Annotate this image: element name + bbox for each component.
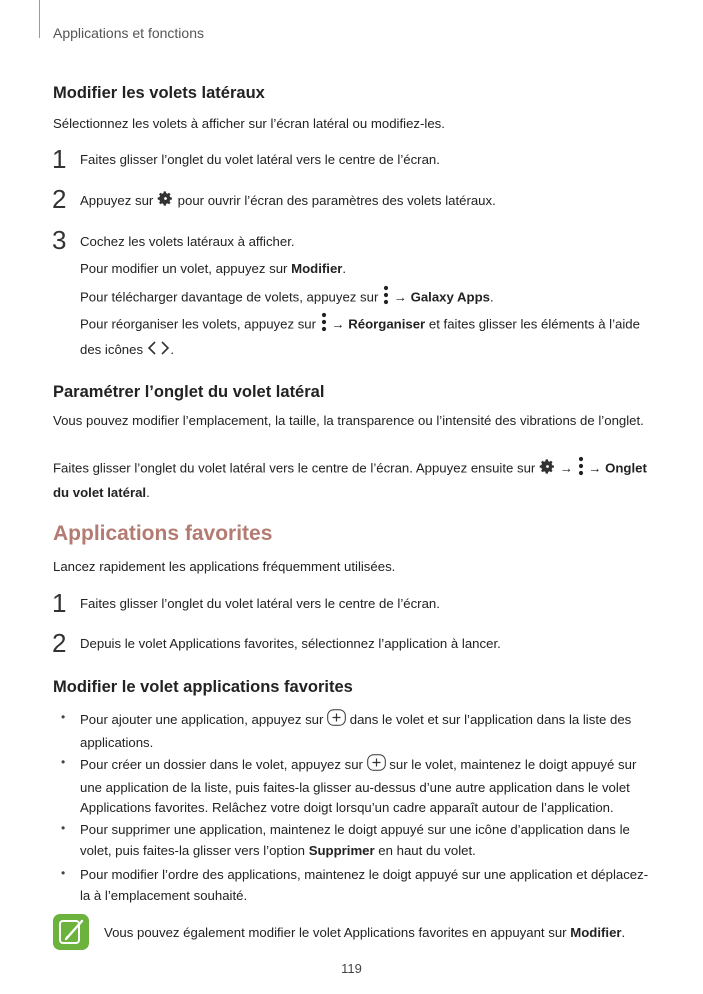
bullet-dot: • — [61, 821, 66, 835]
more-options-icon — [320, 312, 328, 338]
add-icon — [327, 709, 346, 733]
bullet-dot: • — [61, 866, 66, 880]
gear-icon — [539, 458, 556, 481]
section-title-edit-panels: Modifier les volets latéraux — [53, 84, 265, 102]
bullet-text: Pour modifier l’ordre des applications, maintenez le doigt appuyé sur une application et déplacez-la à l’emplacement souhaité. — [80, 867, 649, 903]
note-text: Vous pouvez également modifier le volet Applications favorites en appuyant sur Modifier. — [104, 925, 626, 940]
running-header: Applications et fonctions — [53, 25, 204, 41]
gear-icon — [157, 190, 174, 213]
step-text: Depuis le volet Applications favorites, sélectionnez l’application à lancer. — [80, 636, 501, 651]
bullet-dot: • — [61, 755, 66, 769]
more-options-icon — [577, 456, 585, 482]
paragraph: Faites glisser l’onglet du volet latéral vers le centre de l’écran. Appuyez ensuite sur → → Onglet du volet latéral. — [53, 456, 653, 503]
chevron-right-icon — [160, 340, 170, 362]
paragraph: Vous pouvez modifier l’emplacement, la taille, la transparence ou l’intensité des vibrations de l’onglet. — [53, 413, 644, 428]
header-rule — [39, 0, 40, 38]
bullet-dot: • — [61, 710, 66, 724]
substep-text: Pour télécharger davantage de volets, appuyez sur → Galaxy Apps. — [80, 285, 494, 311]
section-title-tab-settings: Paramétrer l’onglet du volet latéral — [53, 383, 325, 401]
step-text: Faites glisser l’onglet du volet latéral vers le centre de l’écran. — [80, 596, 440, 611]
step-number: 3 — [52, 225, 67, 255]
bullet-text: Pour créer un dossier dans le volet, appuyez sur sur le volet, maintenez le doigt appuyé sur une application de la liste, puis faites-la glisser au-dessus d’une autre application dans le volet Applications favorites. Relâchez votre doigt lorsqu’un cadre apparaît autour de l’application. — [80, 754, 650, 819]
section-intro: Sélectionnez les volets à afficher sur l’écran latéral ou modifiez-les. — [53, 116, 445, 131]
add-icon — [367, 754, 386, 778]
substep-text: Pour réorganiser les volets, appuyez sur → Réorganiser et faites glisser les éléments à l’aide — [80, 312, 640, 338]
section-intro: Lancez rapidement les applications fréquemment utilisées. — [53, 559, 396, 574]
section-title-edit-favorites: Modifier le volet applications favorites — [53, 678, 353, 696]
step-text: Cochez les volets latéraux à afficher. — [80, 234, 295, 249]
chevron-left-icon — [147, 340, 157, 362]
section-title-favorite-apps: Applications favorites — [53, 522, 273, 545]
step-number: 2 — [52, 628, 67, 658]
page-number: 119 — [341, 961, 362, 976]
step-text: Faites glisser l’onglet du volet latéral vers le centre de l’écran. — [80, 152, 440, 167]
note-icon — [53, 914, 89, 950]
more-options-icon — [382, 285, 390, 311]
step-text: Appuyez sur pour ouvrir l’écran des paramètres des volets latéraux. — [80, 190, 496, 213]
step-number: 1 — [52, 588, 67, 618]
bullet-text: Pour supprimer une application, maintenez le doigt appuyé sur une icône d’application dans le volet, puis faites-la glisser vers l’option Supprimer en haut du volet. — [80, 822, 630, 858]
step-number: 1 — [52, 144, 67, 174]
substep-text: Pour modifier un volet, appuyez sur Modifier. — [80, 261, 347, 276]
step-number: 2 — [52, 184, 67, 214]
bullet-text: Pour ajouter une application, appuyez sur dans le volet et sur l’application dans la liste des applications. — [80, 709, 650, 753]
substep-text: des icônes . — [80, 339, 174, 362]
